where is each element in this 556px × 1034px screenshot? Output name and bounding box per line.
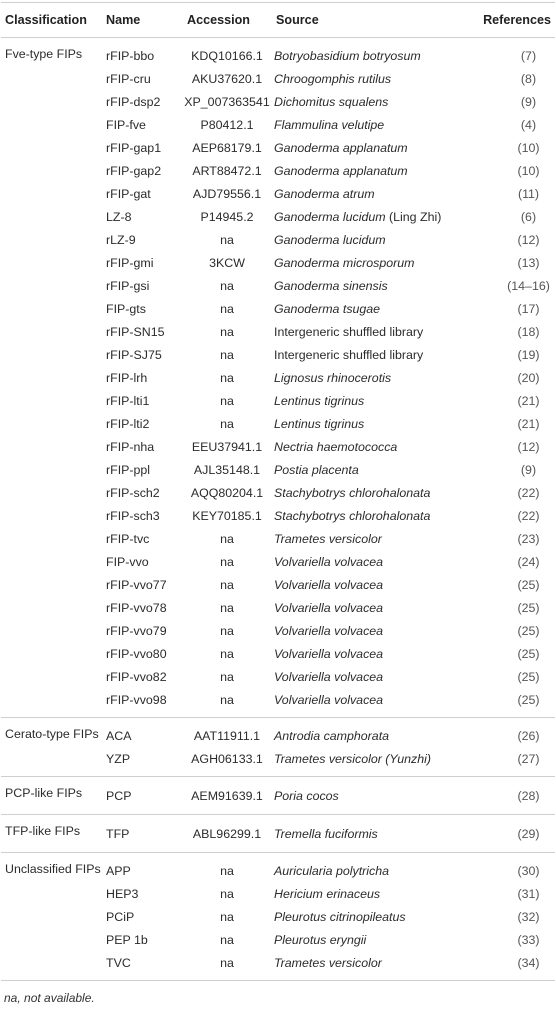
accession-cell: na xyxy=(220,669,234,684)
table-group xyxy=(1,815,555,853)
accession-cell: AJD79556.1 xyxy=(192,186,262,201)
accession-cell: na xyxy=(220,886,234,901)
source-cell xyxy=(272,182,472,205)
source-cell xyxy=(272,343,472,366)
source-cell xyxy=(272,458,472,481)
source-species: Ganoderma lucidum xyxy=(274,232,386,247)
name-cell: ACA xyxy=(106,728,132,743)
source-cell xyxy=(272,389,472,412)
source-species: Volvariella volvacea xyxy=(274,646,384,661)
source-species: Ganoderma sinensis xyxy=(274,278,388,293)
name-cell: rFIP-gat xyxy=(106,186,151,201)
source-cell xyxy=(272,905,472,928)
source-cell xyxy=(272,159,472,182)
table-group xyxy=(1,777,555,815)
source-cell xyxy=(272,274,472,297)
reference-cell: (13) xyxy=(517,255,540,270)
name-cell: rFIP-vvo77 xyxy=(106,577,167,592)
reference-cell: (30) xyxy=(517,863,540,878)
source-species: Lentinus tigrinus xyxy=(274,393,365,408)
reference-cell: (31) xyxy=(517,886,540,901)
name-cell: rFIP-gap1 xyxy=(106,140,162,155)
accession-cell: na xyxy=(220,600,234,615)
reference-cell: (26) xyxy=(517,728,540,743)
accession-cell: AEM91639.1 xyxy=(191,788,263,803)
reference-cell: (25) xyxy=(517,600,540,615)
accession-cell: na xyxy=(220,324,234,339)
accession-cell: 3KCW xyxy=(209,255,245,270)
source-species: Pleurotus eryngii xyxy=(274,932,367,947)
header-references: References xyxy=(472,3,555,38)
source-note: (Ling Zhi) xyxy=(385,209,442,224)
name-cell: rFIP-lrh xyxy=(106,370,148,385)
name-cell: rFIP-vvo78 xyxy=(106,600,167,615)
source-cell xyxy=(272,90,472,113)
accession-cell: na xyxy=(220,301,234,316)
source-species: Nectria haemotococca xyxy=(274,439,398,454)
source-cell xyxy=(272,747,472,777)
source-cell xyxy=(272,366,472,389)
source-note: Intergeneric shuffled library xyxy=(274,347,424,362)
source-species: Stachybotrys chlorohalonata xyxy=(274,508,431,523)
name-cell: PEP 1b xyxy=(106,932,148,947)
source-species: Hericium erinaceus xyxy=(274,886,381,901)
reference-cell: (32) xyxy=(517,909,540,924)
name-cell: APP xyxy=(106,863,131,878)
accession-cell: na xyxy=(220,278,234,293)
name-cell: YZP xyxy=(106,751,131,766)
source-species: Lignosus rhinocerotis xyxy=(274,370,392,385)
accession-cell: na xyxy=(220,232,234,247)
reference-cell: (12) xyxy=(517,232,540,247)
source-cell xyxy=(272,951,472,981)
source-cell xyxy=(272,67,472,90)
source-species: Trametes versicolor (Yunzhi) xyxy=(274,751,431,766)
reference-cell: (25) xyxy=(517,692,540,707)
source-cell xyxy=(272,297,472,320)
reference-cell: (17) xyxy=(517,301,540,316)
source-cell xyxy=(272,882,472,905)
accession-cell: KEY70185.1 xyxy=(192,508,262,523)
accession-cell: AJL35148.1 xyxy=(193,462,261,477)
name-cell: rFIP-sch2 xyxy=(106,485,160,500)
reference-cell: (4) xyxy=(520,117,537,132)
source-species: Volvariella volvacea xyxy=(274,692,384,707)
name-cell: rFIP-ppl xyxy=(106,462,151,477)
classification-cell: Fve-type FIPs xyxy=(5,47,83,61)
accession-cell: na xyxy=(220,646,234,661)
reference-cell: (25) xyxy=(517,577,540,592)
reference-cell: (23) xyxy=(517,531,540,546)
table-row xyxy=(1,853,555,883)
reference-cell: (8) xyxy=(520,71,537,86)
name-cell: FIP-fve xyxy=(106,117,146,132)
source-cell xyxy=(272,136,472,159)
source-cell xyxy=(272,251,472,274)
source-cell xyxy=(272,573,472,596)
reference-cell: (6) xyxy=(520,209,537,224)
name-cell: rFIP-dsp2 xyxy=(106,94,161,109)
source-species: Tremella fuciformis xyxy=(274,826,378,841)
reference-cell: (18) xyxy=(517,324,540,339)
source-cell xyxy=(272,853,472,883)
source-species: Ganoderma tsugae xyxy=(274,301,381,316)
source-cell xyxy=(272,688,472,718)
reference-cell: (34) xyxy=(517,955,540,970)
source-cell xyxy=(272,665,472,688)
reference-cell: (21) xyxy=(517,416,540,431)
accession-cell: EEU37941.1 xyxy=(191,439,263,454)
source-species: Antrodia camphorata xyxy=(274,728,390,743)
accession-cell: AQQ80204.1 xyxy=(190,485,264,500)
accession-cell: na xyxy=(220,909,234,924)
source-species: Volvariella volvacea xyxy=(274,623,384,638)
reference-cell: (9) xyxy=(520,462,537,477)
table-row xyxy=(1,777,555,815)
source-species: Trametes versicolor xyxy=(274,531,382,546)
classification-cell: PCP-like FIPs xyxy=(5,786,83,800)
reference-cell: (22) xyxy=(517,485,540,500)
source-species: Postia placenta xyxy=(274,462,359,477)
name-cell: rFIP-gsi xyxy=(106,278,150,293)
source-cell xyxy=(272,619,472,642)
reference-cell: (27) xyxy=(517,751,540,766)
source-species: Botryobasidium botryosum xyxy=(274,48,421,63)
table-row xyxy=(1,718,555,748)
name-cell: rFIP-bbo xyxy=(106,48,155,63)
source-cell xyxy=(272,412,472,435)
source-species: Lentinus tigrinus xyxy=(274,416,365,431)
classification-cell: Unclassified FIPs xyxy=(5,862,101,876)
header-name: Name xyxy=(102,3,182,38)
document-page xyxy=(0,2,556,1034)
source-cell xyxy=(272,504,472,527)
name-cell: TVC xyxy=(106,955,131,970)
source-species: Volvariella volvacea xyxy=(274,577,384,592)
accession-cell: AAT11911.1 xyxy=(193,728,261,743)
name-cell: rLZ-9 xyxy=(106,232,136,247)
header-source: Source xyxy=(272,3,472,38)
fip-classification-table xyxy=(1,2,555,981)
source-cell xyxy=(272,596,472,619)
source-species: Ganoderma atrum xyxy=(274,186,375,201)
source-species: Auricularia polytricha xyxy=(274,863,390,878)
name-cell: TFP xyxy=(106,826,130,841)
name-cell: rFIP-SN15 xyxy=(106,324,165,339)
header-accession: Accession xyxy=(182,3,272,38)
source-species: Chroogomphis rutilus xyxy=(274,71,392,86)
accession-cell: na xyxy=(220,577,234,592)
accession-cell: na xyxy=(220,347,234,362)
name-cell: rFIP-vvo80 xyxy=(106,646,167,661)
accession-cell: na xyxy=(220,623,234,638)
accession-cell: na xyxy=(220,955,234,970)
name-cell: rFIP-vvo79 xyxy=(106,623,167,638)
source-cell xyxy=(272,527,472,550)
source-species: Volvariella volvacea xyxy=(274,600,384,615)
source-cell xyxy=(272,228,472,251)
header-classification: Classification xyxy=(1,3,102,38)
source-species: Poria cocos xyxy=(274,788,339,803)
reference-cell: (29) xyxy=(517,826,540,841)
table-row xyxy=(1,38,555,68)
name-cell: FIP-vvo xyxy=(106,554,149,569)
reference-cell: (10) xyxy=(517,140,540,155)
source-cell xyxy=(272,205,472,228)
source-species: Pleurotus citrinopileatus xyxy=(274,909,406,924)
source-species: Ganoderma microsporum xyxy=(274,255,415,270)
table-group xyxy=(1,718,555,777)
source-species: Ganoderma applanatum xyxy=(274,140,408,155)
source-cell xyxy=(272,777,472,815)
source-species: Volvariella volvacea xyxy=(274,669,384,684)
accession-cell: na xyxy=(220,554,234,569)
classification-cell: Cerato-type FIPs xyxy=(5,727,99,741)
reference-cell: (25) xyxy=(517,669,540,684)
source-species: Trametes versicolor xyxy=(274,955,382,970)
accession-cell: AKU37620.1 xyxy=(191,71,263,86)
name-cell: rFIP-gap2 xyxy=(106,163,162,178)
accession-cell: ART88472.1 xyxy=(192,163,262,178)
reference-cell: (28) xyxy=(517,788,540,803)
name-cell: LZ-8 xyxy=(106,209,132,224)
name-cell: rFIP-vvo98 xyxy=(106,692,167,707)
accession-cell: na xyxy=(220,370,234,385)
name-cell: HEP3 xyxy=(106,886,139,901)
name-cell: rFIP-SJ75 xyxy=(106,347,162,362)
source-species: Ganoderma lucidum xyxy=(274,209,386,224)
classification-cell: TFP-like FIPs xyxy=(5,824,81,838)
reference-cell: (24) xyxy=(517,554,540,569)
name-cell: rFIP-vvo82 xyxy=(106,669,167,684)
source-species: Flammulina velutipe xyxy=(274,117,385,132)
accession-cell: P14945.2 xyxy=(200,209,254,224)
source-cell xyxy=(272,481,472,504)
reference-cell: (19) xyxy=(517,347,540,362)
accession-cell: P80412.1 xyxy=(200,117,254,132)
reference-cell: (21) xyxy=(517,393,540,408)
name-cell: rFIP-tvc xyxy=(106,531,150,546)
table-footnote: na, not available. xyxy=(4,991,95,1005)
reference-cell: (7) xyxy=(520,48,537,63)
accession-cell: na xyxy=(220,393,234,408)
header-row xyxy=(1,3,555,38)
accession-cell: KDQ10166.1 xyxy=(191,48,263,63)
reference-cell: (14–16) xyxy=(507,278,550,293)
source-cell xyxy=(272,38,472,68)
source-cell xyxy=(272,435,472,458)
name-cell: PCiP xyxy=(106,909,135,924)
reference-cell: (33) xyxy=(517,932,540,947)
name-cell: rFIP-sch3 xyxy=(106,508,160,523)
table-header xyxy=(1,3,555,38)
table-row xyxy=(1,815,555,853)
source-species: Volvariella volvacea xyxy=(274,554,384,569)
reference-cell: (25) xyxy=(517,623,540,638)
name-cell: rFIP-lti2 xyxy=(106,416,150,431)
accession-cell: AGH06133.1 xyxy=(191,751,263,766)
reference-cell: (22) xyxy=(517,508,540,523)
name-cell: rFIP-cru xyxy=(106,71,151,86)
name-cell: rFIP-gmi xyxy=(106,255,154,270)
source-species: Ganoderma applanatum xyxy=(274,163,408,178)
source-cell xyxy=(272,815,472,853)
table-group xyxy=(1,853,555,981)
accession-cell: na xyxy=(220,416,234,431)
accession-cell: na xyxy=(220,531,234,546)
accession-cell: na xyxy=(220,863,234,878)
reference-cell: (11) xyxy=(517,186,540,201)
accession-cell: AEP68179.1 xyxy=(192,140,262,155)
accession-cell: na xyxy=(220,692,234,707)
source-cell xyxy=(272,550,472,573)
source-cell xyxy=(272,113,472,136)
source-cell xyxy=(272,928,472,951)
table-group xyxy=(1,38,555,718)
name-cell: rFIP-nha xyxy=(106,439,155,454)
reference-cell: (10) xyxy=(517,163,540,178)
source-cell xyxy=(272,718,472,748)
accession-cell: ABL96299.1 xyxy=(192,826,262,841)
source-species: Dichomitus squalens xyxy=(274,94,389,109)
source-note: Intergeneric shuffled library xyxy=(274,324,424,339)
name-cell: PCP xyxy=(106,788,132,803)
source-cell xyxy=(272,642,472,665)
accession-cell: XP_007363541 xyxy=(184,94,270,109)
source-species: Stachybotrys chlorohalonata xyxy=(274,485,431,500)
name-cell: rFIP-lti1 xyxy=(106,393,150,408)
reference-cell: (9) xyxy=(520,94,537,109)
accession-cell: na xyxy=(220,932,234,947)
reference-cell: (12) xyxy=(517,439,540,454)
name-cell: FIP-gts xyxy=(106,301,146,316)
reference-cell: (20) xyxy=(517,370,540,385)
reference-cell: (25) xyxy=(517,646,540,661)
source-cell xyxy=(272,320,472,343)
